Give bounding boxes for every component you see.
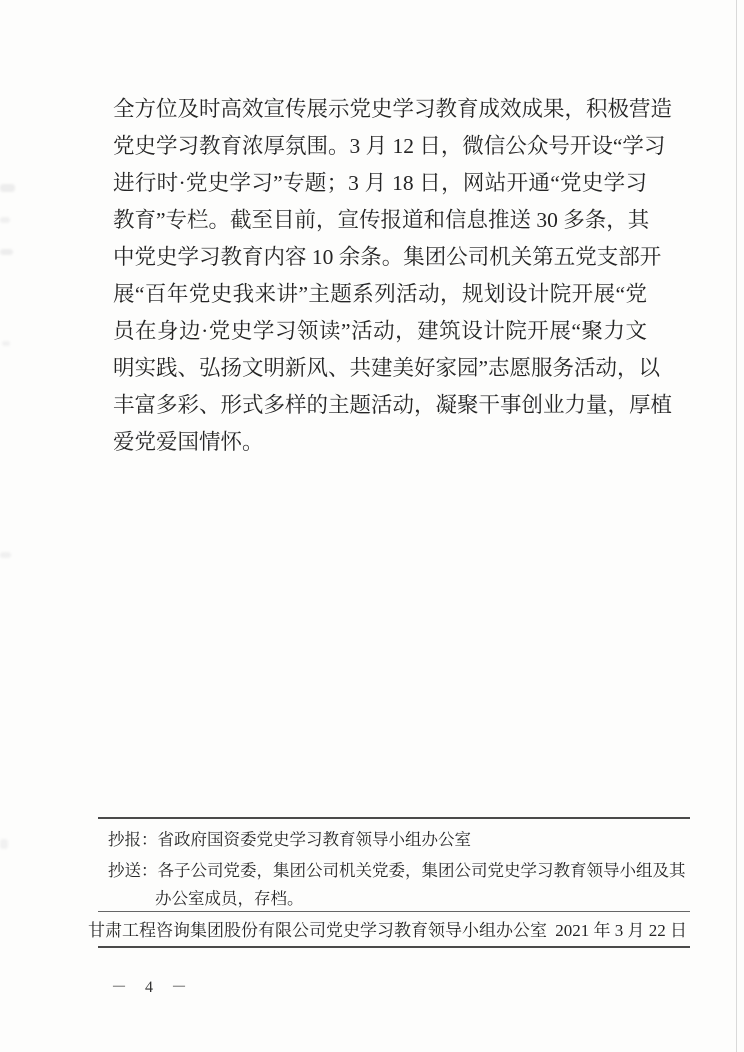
body-text-line: 党史学习教育浓厚氛围。3 月 12 日，微信公众号开设“学习 (113, 134, 666, 158)
copy-send-continuation-row (155, 889, 304, 909)
body-text-line: 进行时·党史学习”专题；3 月 18 日，网站开通“党史学习 (113, 171, 647, 195)
scan-smudge (0, 249, 13, 255)
copy-report-value: 省政府国资委党史学习教育领导小组办公室 (157, 830, 471, 849)
scan-smudge (0, 839, 8, 849)
body-paragraph (113, 91, 673, 461)
copy-report-row (108, 830, 471, 850)
footer-divider-top (98, 817, 690, 819)
body-text-line: 明实践、弘扬文明新风、共建美好家园”志愿服务活动，以 (113, 356, 661, 380)
copy-send-row (108, 861, 686, 881)
scan-smudge (0, 184, 15, 192)
body-text-line: 丰富多彩、形式多样的主题活动，凝聚干事创业力量，厚植 (113, 393, 673, 417)
body-text-line: 全方位及时高效宣传展示党史学习教育成效成果，积极营造 (113, 97, 673, 121)
copy-send-value-line1: 各子公司党委，集团公司机关党委，集团公司党史学习教育领导小组及其 (157, 861, 686, 880)
footer-divider-bottom (98, 946, 690, 948)
body-text-line: 展“百年党史我来讲”主题系列活动，规划设计院开展“党 (113, 282, 647, 306)
body-text-line: 爱党爱国情怀。 (113, 430, 264, 454)
scan-smudge (0, 217, 10, 223)
copy-report-label: 抄报： (108, 830, 158, 849)
copy-send-label: 抄送： (108, 861, 158, 880)
body-text-line: 中党史学习教育内容 10 余条。集团公司机关第五党支部开 (113, 245, 662, 269)
scan-page-edge-line (736, 0, 737, 1052)
issuer-row (88, 920, 687, 942)
body-text-line: 员在身边·党史学习领读”活动，建筑设计院开展“聚力文 (113, 319, 647, 343)
issue-date: 2021 年 3 月 22 日 (555, 921, 687, 940)
body-text-line: 教育”专栏。截至目前，宣传报道和信息推送 30 多条，其 (113, 208, 650, 232)
footer-divider-middle (98, 911, 690, 912)
copy-send-value-line2: 办公室成员，存档。 (155, 889, 304, 908)
page-number: － 4 － (111, 979, 195, 996)
issuer-office: 甘肃工程咨询集团股份有限公司党史学习教育领导小组办公室 (88, 921, 547, 940)
scan-smudge (2, 341, 10, 346)
scan-smudge (0, 552, 11, 558)
